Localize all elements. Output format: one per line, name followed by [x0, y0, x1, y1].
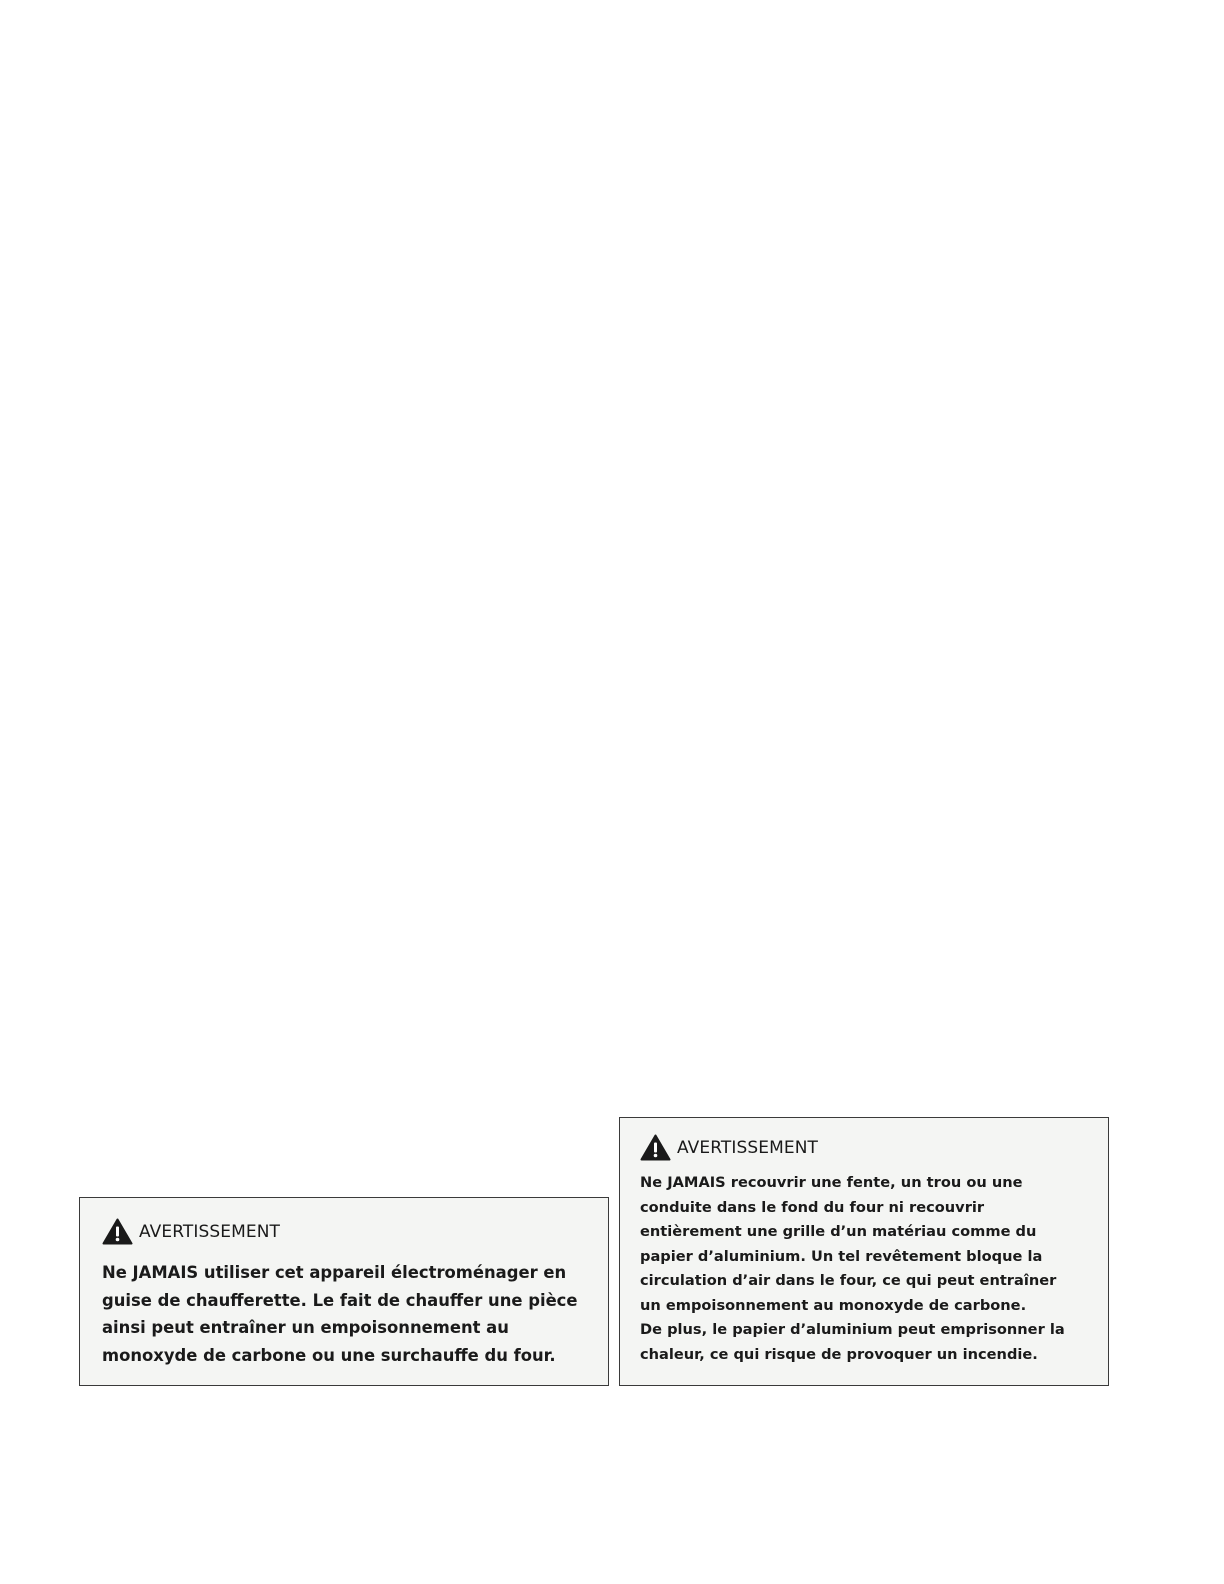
warning-body-line: ainsi peut entraîner un empoisonnement au: [102, 1318, 509, 1337]
warning-header: [102, 1218, 588, 1245]
warning-header: [640, 1134, 1090, 1161]
warning-box-oven-vent: [619, 1117, 1109, 1386]
warning-body-line: un empoisonnement au monoxyde de carbone.: [640, 1296, 1027, 1314]
warning-triangle-icon: [102, 1218, 133, 1245]
warning-body-line: De plus, le papier d’aluminium peut emprisonner la: [640, 1321, 1065, 1338]
warning-body-line: Ne JAMAIS recouvrir une fente, un trou ou une: [640, 1174, 1023, 1191]
warning-body-line: monoxyde de carbone ou une surchauffe du four.: [102, 1345, 556, 1365]
warning-body: [102, 1259, 588, 1369]
warning-body-line: entièrement une grille d’un matériau comme du: [640, 1223, 1037, 1240]
warning-body-line: Ne JAMAIS utiliser cet appareil électroménager en: [102, 1263, 567, 1282]
warning-body-line: conduite dans le fond du four ni recouvrir: [640, 1198, 985, 1216]
warning-body-line: circulation d’air dans le four, ce qui peut entraîner: [640, 1272, 1057, 1289]
warning-body-line: chaleur, ce qui risque de provoquer un incendie.: [640, 1345, 1038, 1363]
warning-body-line: papier d’aluminium. Un tel revêtement bloque la: [640, 1247, 1043, 1265]
warning-body-line: guise de chaufferette. Le fait de chauffer une pièce: [102, 1290, 578, 1310]
warning-body: [640, 1171, 1090, 1367]
warning-title: AVERTISSEMENT: [677, 1137, 819, 1158]
warning-triangle-icon: [640, 1134, 671, 1161]
warning-box-space-heater: [79, 1197, 609, 1386]
warning-title: AVERTISSEMENT: [139, 1221, 281, 1242]
